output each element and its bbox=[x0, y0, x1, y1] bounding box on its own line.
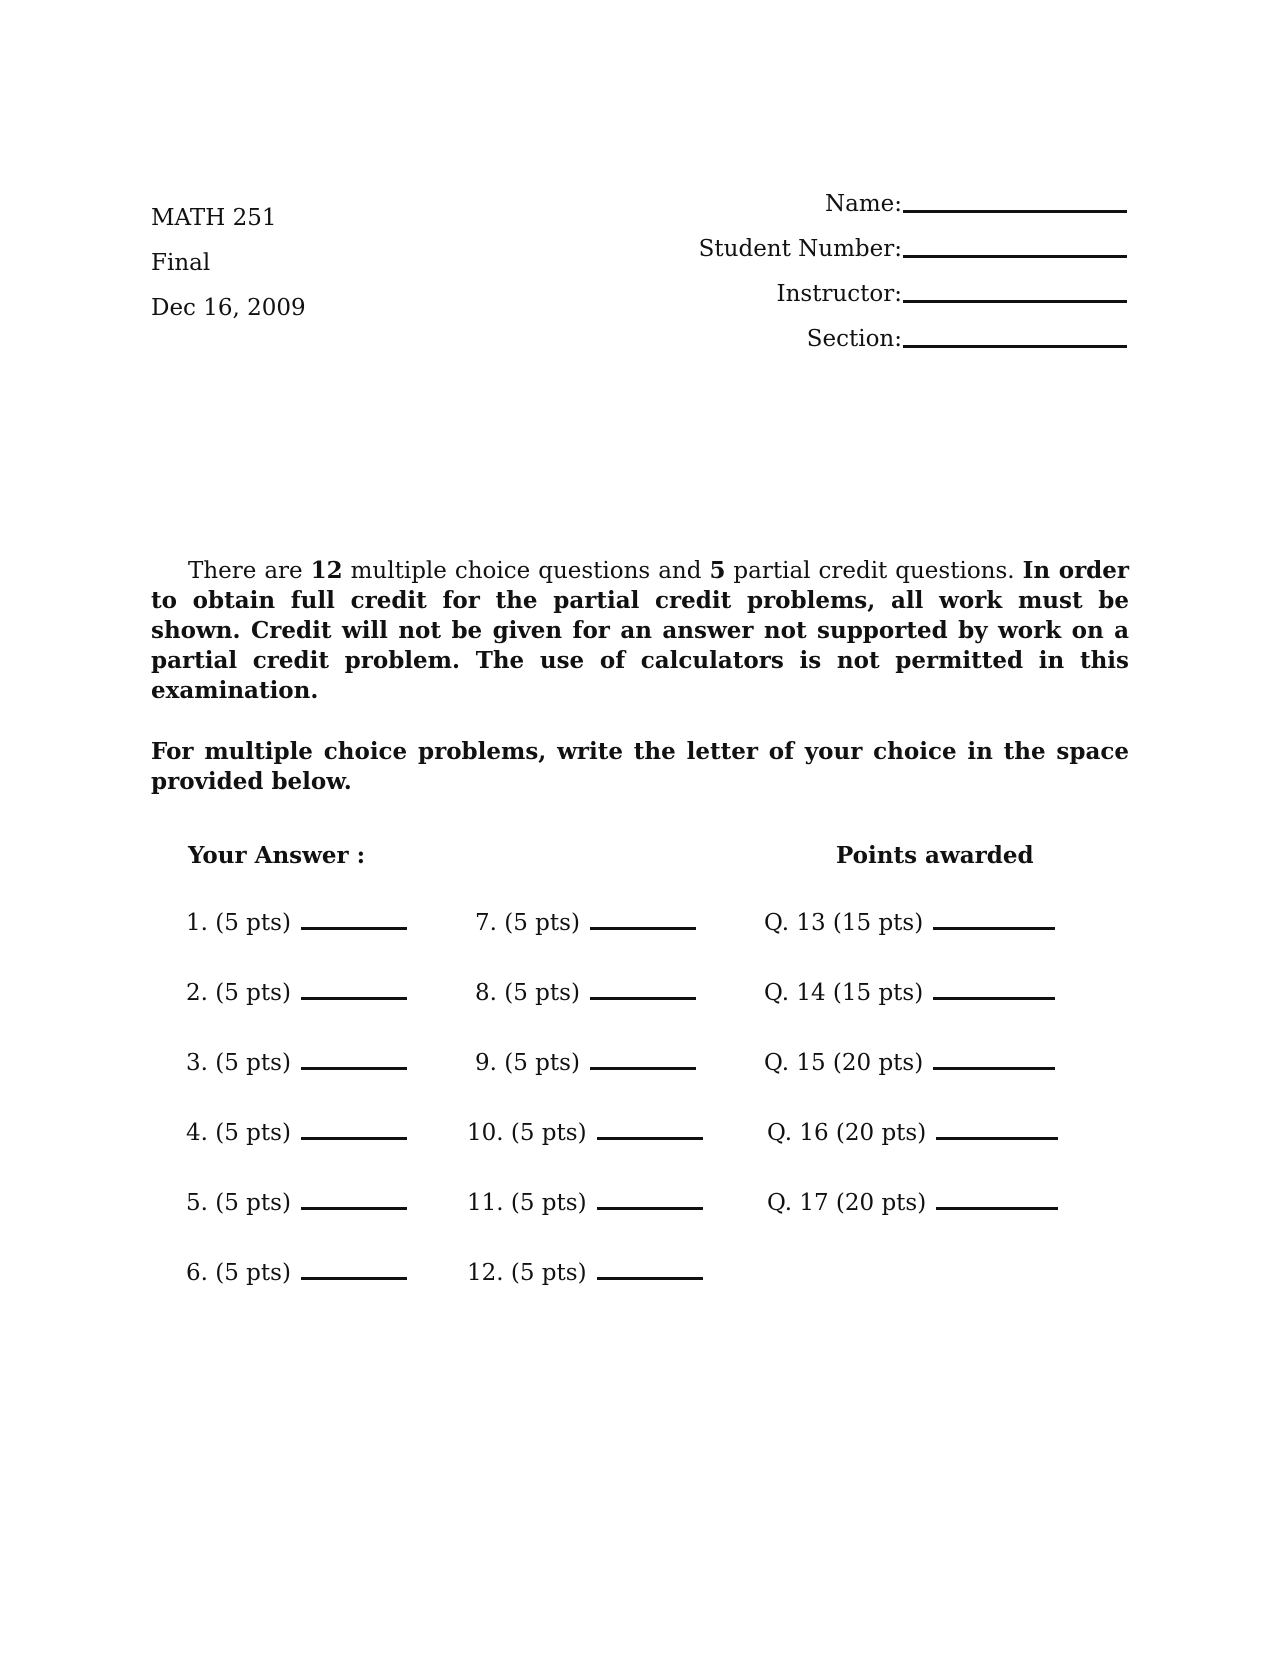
answer-blank[interactable] bbox=[301, 1047, 407, 1070]
points-label: Q. 15 (20 pts) bbox=[764, 1050, 924, 1076]
points-blank[interactable] bbox=[933, 1047, 1055, 1070]
answer-item bbox=[475, 1046, 696, 1076]
answer-blank[interactable] bbox=[301, 1117, 407, 1140]
points-blank[interactable] bbox=[933, 977, 1055, 1000]
pc-count: 5 bbox=[709, 557, 726, 584]
answer-label: 4. (5 pts) bbox=[186, 1120, 291, 1146]
answer-blank[interactable] bbox=[590, 977, 696, 1000]
answer-blank[interactable] bbox=[301, 1257, 407, 1280]
course-info bbox=[151, 196, 306, 331]
name-blank[interactable] bbox=[903, 188, 1127, 213]
instructions-paragraph-2: For multiple choice problems, write the letter of your choice in the space provided below. bbox=[151, 738, 1129, 795]
answer-label: 1. (5 pts) bbox=[186, 910, 291, 936]
student-number-label: Student Number: bbox=[698, 236, 902, 262]
name-label: Name: bbox=[824, 191, 902, 217]
points-item bbox=[764, 976, 1055, 1006]
exam-type: Final bbox=[151, 250, 211, 276]
answer-label: 10. (5 pts) bbox=[467, 1120, 587, 1146]
answer-blank[interactable] bbox=[301, 1187, 407, 1210]
answer-label: 6. (5 pts) bbox=[186, 1260, 291, 1286]
answer-item bbox=[467, 1116, 703, 1146]
answer-blank[interactable] bbox=[597, 1187, 703, 1210]
course-code: MATH 251 bbox=[151, 205, 277, 231]
points-label: Q. 14 (15 pts) bbox=[764, 980, 924, 1006]
answer-item bbox=[186, 1046, 407, 1076]
points-label: Q. 17 (20 pts) bbox=[767, 1190, 927, 1216]
answer-label: 8. (5 pts) bbox=[475, 980, 580, 1006]
points-item bbox=[767, 1186, 1058, 1216]
instructions-bold-text: In order to obtain full credit for the partial credit problems, all work must be shown. Credit will not be given for an answer not supported by work on a partial credit problem. The use of calculators is not permitted in this examination. bbox=[151, 557, 1130, 704]
answer-item bbox=[186, 906, 407, 936]
answer-label: 9. (5 pts) bbox=[475, 1050, 580, 1076]
answer-item bbox=[186, 1116, 407, 1146]
answer-item bbox=[186, 976, 407, 1006]
points-item bbox=[767, 1116, 1058, 1146]
points-blank[interactable] bbox=[936, 1117, 1058, 1140]
instructor-label: Instructor: bbox=[776, 281, 902, 307]
answer-label: 2. (5 pts) bbox=[186, 980, 291, 1006]
answer-item bbox=[467, 1186, 703, 1216]
answer-label: 11. (5 pts) bbox=[467, 1190, 587, 1216]
answer-label: 3. (5 pts) bbox=[186, 1050, 291, 1076]
instructions-text: There are bbox=[188, 558, 311, 584]
section-blank[interactable] bbox=[903, 323, 1127, 348]
answer-item bbox=[467, 1256, 703, 1286]
points-item bbox=[764, 1046, 1055, 1076]
instructions-text: multiple choice questions and bbox=[342, 558, 710, 584]
answer-blank[interactable] bbox=[597, 1257, 703, 1280]
answer-blank[interactable] bbox=[301, 907, 407, 930]
answer-item bbox=[475, 976, 696, 1006]
your-answer-heading: Your Answer : bbox=[188, 842, 366, 869]
points-awarded-heading: Points awarded bbox=[836, 842, 1034, 869]
instructor-blank[interactable] bbox=[903, 278, 1127, 303]
student-fields bbox=[699, 172, 1127, 352]
exam-date: Dec 16, 2009 bbox=[151, 295, 306, 321]
instructions-paragraph-1 bbox=[151, 556, 1129, 706]
mc-count: 12 bbox=[310, 557, 343, 584]
instructions-text: partial credit questions. bbox=[725, 558, 1023, 584]
answer-blank[interactable] bbox=[301, 977, 407, 1000]
answer-label: 12. (5 pts) bbox=[467, 1260, 587, 1286]
instructions bbox=[151, 556, 1129, 797]
answer-item bbox=[186, 1256, 407, 1286]
answer-label: 5. (5 pts) bbox=[186, 1190, 291, 1216]
answer-item bbox=[186, 1186, 407, 1216]
points-label: Q. 16 (20 pts) bbox=[767, 1120, 927, 1146]
student-number-field-row bbox=[699, 217, 1127, 262]
section-field-row bbox=[699, 307, 1127, 352]
answer-blank[interactable] bbox=[590, 907, 696, 930]
student-number-blank[interactable] bbox=[903, 233, 1127, 258]
answer-blank[interactable] bbox=[597, 1117, 703, 1140]
points-item bbox=[764, 906, 1055, 936]
answer-label: 7. (5 pts) bbox=[475, 910, 580, 936]
points-label: Q. 13 (15 pts) bbox=[764, 910, 924, 936]
points-blank[interactable] bbox=[933, 907, 1055, 930]
name-field-row bbox=[699, 172, 1127, 217]
answer-blank[interactable] bbox=[590, 1047, 696, 1070]
answer-item bbox=[475, 906, 696, 936]
instructor-field-row bbox=[699, 262, 1127, 307]
points-blank[interactable] bbox=[936, 1187, 1058, 1210]
section-label: Section: bbox=[806, 326, 902, 352]
